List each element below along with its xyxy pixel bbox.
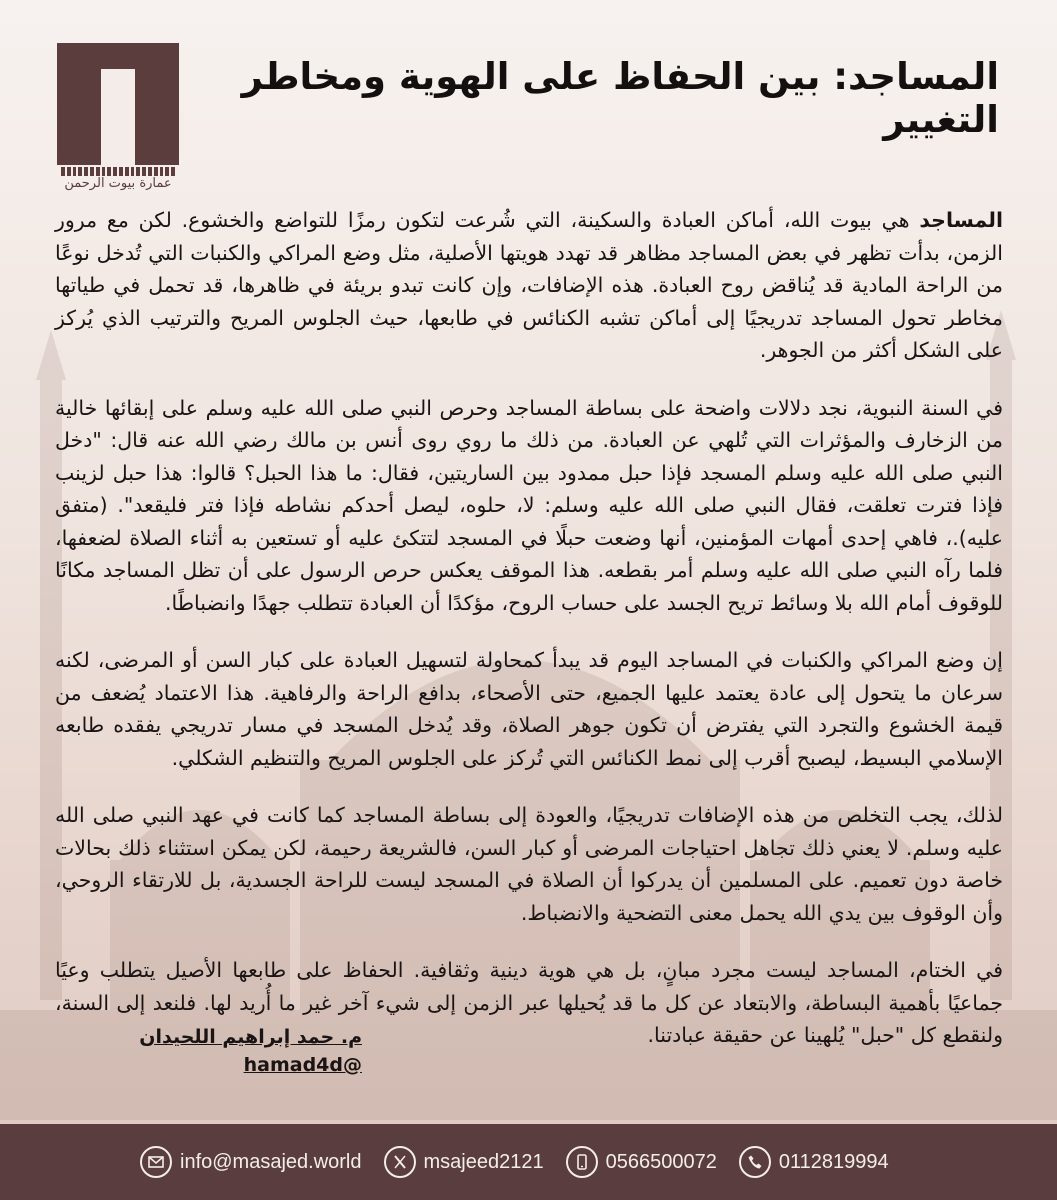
- footer-phone[interactable]: [739, 1146, 889, 1178]
- logo: [57, 43, 179, 191]
- paragraph-3: إن وضع المراكي والكنبات في المساجد اليوم قد يبدأ كمحاولة لتسهيل العبادة على كبار السن أو المرضى، لكنه سرعان ما يتحول إلى عادة يعتمد عليها الجميع، حتى الأصحاء، بدافع الراحة والرفاهية. هذا الاعتماد يُضعف من قيمة الخشوع والتجرد التي يفترض أن تكون جوهر الصلاة، وقد يُدخل المسجد في مسار تدريجي يفقده طابعه الإسلامي البسيط، ليصبح أقرب إلى نمط الكنائس التي تُركز على الجلوس المريح والتنظيم الشكلي.: [55, 648, 1003, 770]
- paragraph-5: في الختام، المساجد ليست مجرد مبانٍ، بل هي هوية دينية وثقافية. الحفاظ على طابعها الأصيل يتطلب وعيًا جماعيًا بأهمية البساطة، والابتعاد عن كل ما قد يُحيلها عبر الزمن إلى شيء آخر غير ما أُريد لها. فلنعد إلى السنة، ولنقطع كل "حبل" يُلهينا عن حقيقة عبادتنا.: [55, 958, 1003, 1047]
- footer-x[interactable]: [384, 1146, 544, 1178]
- paragraph-1-text: هي بيوت الله، أماكن العبادة والسكينة، التي شُرعت لتكون رمزًا للتواضع والخشوع. لكن مع مرور الزمن، بدأت تظهر في بعض المساجد مظاهر قد تهدد هويتها الأصلية، مثل وضع المراكي والكنبات التي تُدخل نوعًا من الراحة المادية قد يُناقض روح العبادة. هذه الإضافات، وإن كانت تبدو بريئة في ظاهرها، قد تحمل في طياتها مخاطر تحول المساجد تدريجيًا إلى أماكن تشبه الكنائس في طابعها، حيث الجلوس المريح والترتيب الذي يُركز على الشكل أكثر من الجوهر.: [55, 208, 1003, 362]
- email-text: info@masajed.world: [180, 1150, 362, 1173]
- footer-mobile[interactable]: [566, 1146, 717, 1178]
- paragraph-4: لذلك، يجب التخلص من هذه الإضافات تدريجيًا، والعودة إلى بساطة المساجد كما كانت في عهد النبي صلى الله عليه وسلم. لا يعني ذلك تجاهل احتياجات المرضى أو كبار السن، فالشريعة رحيمة، لكن يمكن استثناء ذلك بحالات خاصة دون تعميم. على المسلمين أن يدركوا أن الصلاة في المسجد ليست للراحة الجسدية، بل للارتقاء الروحي، وأن الوقوف بين يدي الله يحمل معنى التضحية والانضباط.: [55, 803, 1003, 925]
- author-handle[interactable]: hamad4d@: [243, 1054, 362, 1076]
- paragraph-1: [55, 204, 1003, 367]
- author-name: م. حمد إبراهيم اللحيدان: [139, 1026, 362, 1048]
- contact-footer: [0, 1124, 1057, 1200]
- phone-text: 0112819994: [778, 1150, 889, 1173]
- article-body: [55, 204, 1003, 1077]
- footer-email[interactable]: [140, 1146, 362, 1178]
- mobile-phone-icon: [566, 1146, 598, 1178]
- lead-word: المساجد: [919, 208, 1003, 232]
- page-title: المساجد: بين الحفاظ على الهوية ومخاطر التغيير: [241, 55, 999, 141]
- logo-caption: عمارة بيوت الرحمن: [64, 176, 172, 191]
- paragraph-2: في السنة النبوية، نجد دلالات واضحة على بساطة المساجد وحرص النبي صلى الله عليه وسلم على إبقائها خالية من الزخارف والمؤثرات التي تُلهي عن العبادة. من ذلك ما روي روى أنس بن مالك رضي الله عنه قال: "دخل النبي صلى الله عليه وسلم المسجد فإذا حبل ممدود بين الساريتين، فقال: ما هذا الحبل؟ قالوا: هذا حبل لزينب فإذا فترت تعلقت، فقال النبي صلى الله عليه وسلم: لا، حلوه، ليصل أحدكم نشاطه فإذا فتر فليقعد". (متفق عليه).، فاهي إحدى أمهات المؤمنين، أنها وضعت حبلًا في المسجد لتتكئ عليه أو تستعين به أثناء الصلاة لضعفها، فلما رآه النبي صلى الله عليه وسلم أمر بقطعه. هذا الموقف يعكس حرص الرسول على أن تظل المساجد مكانًا للوقوف أمام الله بلا وسائط تريح الجسد على حساب الروح، مؤكدًا أن العبادة تتطلب جهدًا وانضباطًا.: [55, 395, 1003, 615]
- logo-barcode: [61, 167, 175, 176]
- x-logo-icon: [384, 1146, 416, 1178]
- logo-mark: [57, 43, 179, 165]
- author-signature: [122, 1026, 362, 1076]
- mail-icon: [140, 1146, 172, 1178]
- x-handle-text: msajeed2121: [423, 1150, 544, 1173]
- phone-icon: [739, 1146, 771, 1178]
- mobile-text: 0566500072: [605, 1150, 717, 1173]
